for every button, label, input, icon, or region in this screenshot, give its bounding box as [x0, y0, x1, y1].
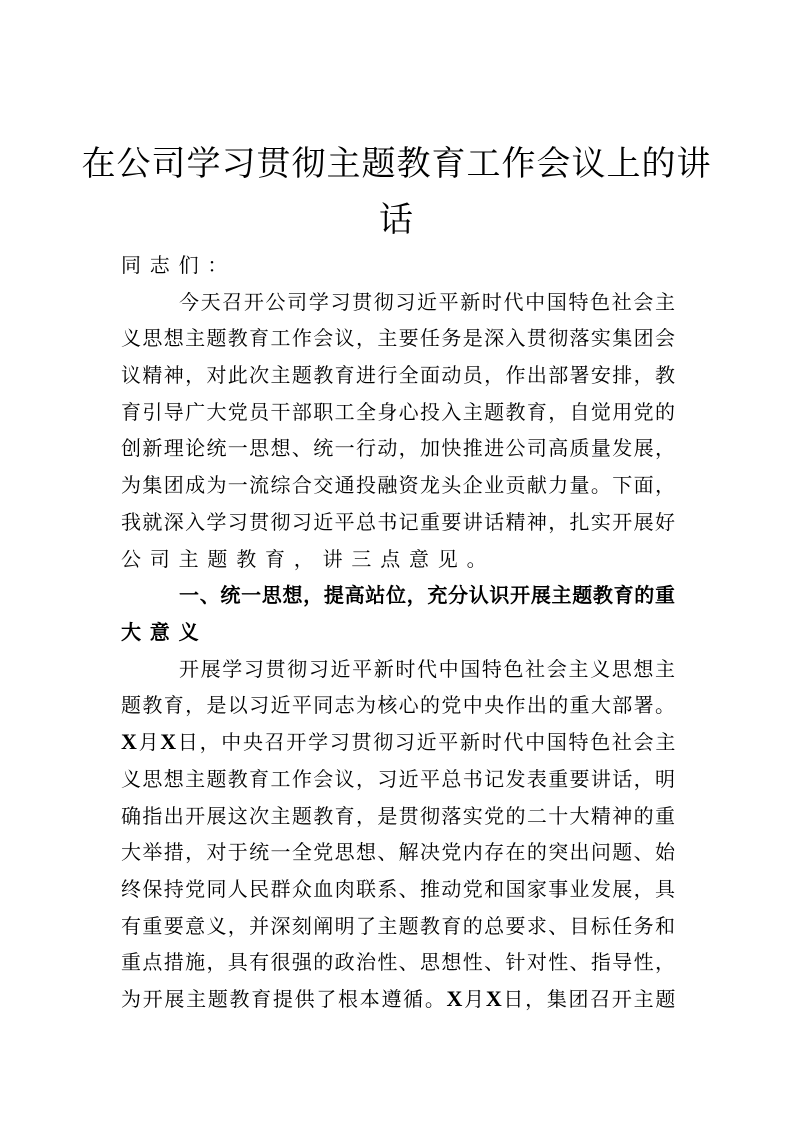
document-title-line-2: 话: [379, 200, 414, 240]
paragraph-line: 终保持党同人民群众血肉联系、推动党和国家事业发展，具: [121, 877, 675, 901]
paragraph-line: 公司主题教育，讲三点意见。: [121, 547, 496, 571]
paragraph-line: 义思想主题教育工作会议，习近平总书记发表重要讲话，明: [121, 767, 675, 791]
paragraph-line: 重点措施，具有很强的政治性、思想性、针对性、指导性，: [121, 950, 675, 974]
greeting: 同志们：: [121, 253, 237, 277]
section-heading-line: 大意义: [121, 620, 208, 644]
paragraph-line: 创新理论统一思想、统一行动，加快推进公司高质量发展，: [121, 436, 675, 460]
paragraph-line: 为集团成为一流综合交通投融资龙头企业贡献力量。下面，: [121, 473, 675, 497]
paragraph-line: 今天召开公司学习贯彻习近平新时代中国特色社会主: [179, 290, 675, 314]
paragraph-line: 题教育，是以习近平同志为核心的党中央作出的重大部署。: [121, 693, 675, 717]
paragraph-line: 我就深入学习贯彻习近平总书记重要讲话精神，扎实开展好: [121, 510, 675, 534]
paragraph-line: 大举措，对于统一全党思想、解决党内存在的突出问题、始: [121, 840, 675, 864]
paragraph-line: X月X日，中央召开学习贯彻习近平新时代中国特色社会主: [121, 729, 676, 754]
paragraph-line: 育引导广大党员干部职工全身心投入主题教育，自觉用党的: [121, 400, 675, 424]
paragraph-line: 义思想主题教育工作会议，主要任务是深入贯彻落实集团会: [121, 326, 675, 350]
paragraph-line: 开展学习贯彻习近平新时代中国特色社会主义思想主: [179, 657, 675, 681]
section-heading-line: 一、统一思想，提高站位，充分认识开展主题教育的重: [179, 583, 675, 607]
paragraph-line: 确指出开展这次主题教育，是贯彻落实党的二十大精神的重: [121, 804, 675, 828]
paragraph-line: 为开展主题教育提供了根本遵循。X月X日，集团召开主题: [121, 986, 676, 1011]
paragraph-line: 议精神，对此次主题教育进行全面动员，作出部署安排，教: [121, 363, 675, 387]
document-title-line-1: 在公司学习贯彻主题教育工作会议上的讲: [81, 144, 712, 184]
paragraph-line: 有重要意义，并深刻阐明了主题教育的总要求、目标任务和: [121, 914, 675, 938]
